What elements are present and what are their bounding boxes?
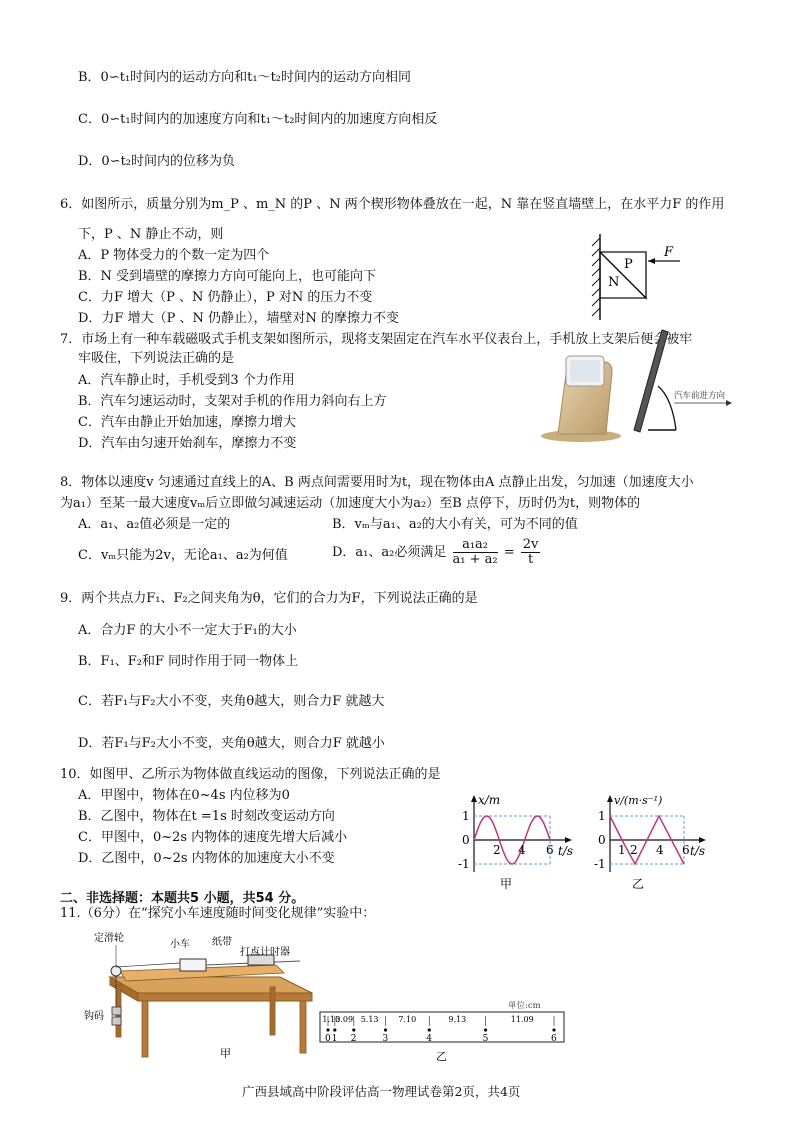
fraction-denominator: t <box>527 552 534 567</box>
q7-option-b: B．汽车匀速运动时，支架对手机的作用力斜向右上方 <box>78 394 387 409</box>
tape-point-label-5: 5 <box>482 1034 489 1044</box>
q10-option-b: B．乙图中，物体在t =1s 时刻改变运动方向 <box>78 809 335 824</box>
q9-option-c: C．若F₁与F₂大小不变，夹角θ越大，则合力F 就越大 <box>78 694 385 709</box>
section-2-heading: 二、非选择题：本题共5 小题，共54 分。 <box>60 891 305 906</box>
q9-option-d: D．若F₁与F₂大小不变，夹角θ越大，则合力F 就越小 <box>78 736 385 751</box>
q8-option-b: B．vₘ与a₁、a₂的大小有关，可为不同的值 <box>332 517 578 532</box>
label-cart: 小车 <box>170 939 190 950</box>
tape-point-label-6: 6 <box>551 1034 557 1044</box>
q7-option-a: A．汽车静止时，手机受到3 个力作用 <box>78 373 295 388</box>
graph-jia-ytick-1: 1 <box>462 809 470 823</box>
tape-distance-4: 9.13 <box>448 1015 467 1024</box>
tape-point-label-0: 0 <box>325 1034 331 1044</box>
q5-option-b: B．0∽t₁时间内的运动方向和t₁～t₂时间内的运动方向相同 <box>78 70 412 85</box>
q9-option-a: A．合力F 的大小不一定大于F₁的大小 <box>78 623 297 638</box>
q6-wedge-figure <box>584 232 694 322</box>
tape-distance-2: 5.13 <box>360 1015 379 1024</box>
graph-yi-v-t <box>584 792 719 892</box>
graph-yi-xtick-4: 4 <box>656 843 664 857</box>
q8-fraction-right <box>521 538 541 567</box>
tape-distance-5: 11.09 <box>510 1015 534 1024</box>
graph-jia-caption: 甲 <box>500 877 513 891</box>
q6-option-c: C．力F 增大（P 、N 仍静止），P 对N 的压力不变 <box>78 290 373 305</box>
q8-option-d <box>332 538 542 567</box>
q9-stem: 9．两个共点力F₁、F₂之间夹角为θ，它们的合力为F，下列说法正确的是 <box>60 591 478 606</box>
graph-yi-ylabel: v/(m·s⁻¹) <box>614 794 663 807</box>
q6-option-a: A．P 物体受力的个数一定为四个 <box>78 248 270 263</box>
label-tape: 纸带 <box>212 937 232 948</box>
q8-option-c: C．vₘ只能为2v，无论a₁、a₂为何值 <box>78 548 288 563</box>
q9-option-b: B．F₁、F₂和F 同时作用于同一物体上 <box>78 654 299 669</box>
q10-option-d: D．乙图中，0~2s 内物体的加速度大小不变 <box>78 851 335 866</box>
q7-phone-holder-photo <box>536 354 626 444</box>
graph-yi-xtick-6: 6 <box>682 843 690 857</box>
graph-yi-origin: 0 <box>598 833 606 847</box>
fig-label-p: P <box>624 257 633 272</box>
q5-option-d: D．0∽t₂时间内的位移为负 <box>78 154 236 169</box>
q7-stem-line2: 牢吸住，下列说法正确的是 <box>78 351 235 366</box>
q5-option-c: C．0∽t₁时间内的加速度方向和t₁～t₂时间内的加速度方向相反 <box>78 112 438 127</box>
q10-option-a: A．甲图中，物体在0~4s 内位移为0 <box>78 788 290 803</box>
q6-option-b: B．N 受到墙壁的摩擦力方向可能向上，也可能向下 <box>78 269 377 284</box>
fig-label-f: F <box>664 245 674 260</box>
caption-jia: 甲 <box>220 1047 231 1060</box>
tape-point-5 <box>484 1028 487 1031</box>
q7-option-c: C．汽车由静止开始加速，摩擦力增大 <box>78 415 296 430</box>
tape-point-label-4: 4 <box>426 1034 433 1044</box>
tape-point-label-2: 2 <box>350 1034 357 1044</box>
graph-jia-xtick-2: 2 <box>493 843 501 857</box>
graph-yi-xtick-2: 2 <box>630 843 638 857</box>
equals-sign: = <box>503 545 515 560</box>
q10-option-c: C．甲图中，0~2s 内物体的速度先增大后减小 <box>78 830 348 845</box>
tape-distance-3: 7.10 <box>398 1015 417 1024</box>
tape-point-2 <box>352 1028 355 1031</box>
fig-label-n: N <box>608 275 620 290</box>
q6-stem-line2: 下，P 、N 静止不动，则 <box>78 227 224 242</box>
q11-stem: 11.（6分）在“探究小车速度随时间变化规律”实验中： <box>60 906 376 921</box>
direction-label: 汽车前进方向 <box>674 391 726 401</box>
graph-jia-xlabel: t/s <box>558 844 574 858</box>
tape-distance-0: 1.10 <box>322 1015 341 1024</box>
q11-tape-figure <box>316 998 570 1064</box>
q8-stem-line2: 为a₁）至某一最大速度vₘ后立即做匀减速运动（加速度大小为a₂）至B 点停下，历时仍为t，则物体的 <box>60 496 641 511</box>
graph-yi-xtick-1: 1 <box>618 843 626 857</box>
graph-jia-xtick-6: 6 <box>546 843 554 857</box>
q6-option-d: D．力F 增大（P 、N 仍静止），墙壁对N 的摩擦力不变 <box>78 311 399 326</box>
q8-fraction-left <box>453 538 498 567</box>
graph-jia-ylabel: x/m <box>478 793 501 807</box>
tape-point-label-1: 1 <box>331 1034 338 1044</box>
q8-option-d-text: D．a₁、a₂必须满足 <box>332 545 447 560</box>
q11-apparatus-figure <box>80 925 320 1065</box>
caption-yi: 乙 <box>436 1050 447 1063</box>
q10-stem: 10．如图甲、乙所示为物体做直线运动的图像，下列说法正确的是 <box>60 767 441 782</box>
tape-point-0 <box>326 1028 329 1031</box>
graph-yi-ytick-1: 1 <box>598 809 606 823</box>
tape-point-label-3: 3 <box>382 1034 389 1044</box>
graph-jia-ytick-neg1: -1 <box>458 857 470 871</box>
tape-distance-1: 3.09 <box>335 1015 354 1024</box>
label-weight: 钩码 <box>84 1011 104 1022</box>
graph-jia-x-t <box>448 792 583 892</box>
graph-jia-origin: 0 <box>462 833 470 847</box>
graph-yi-ytick-neg1: -1 <box>594 857 606 871</box>
graph-jia-xtick-4: 4 <box>518 843 526 857</box>
fraction-denominator: a₁ + a₂ <box>452 552 498 567</box>
tape-point-6 <box>552 1028 555 1031</box>
q8-stem-line1: 8．物体以速度v 匀速通过直线上的A、B 两点间需要用时为t，现在物体由A 点静止出发，匀加速（加速度大小 <box>60 475 694 490</box>
page-footer: 广西县域高中阶段评估高一物理试卷第2页，共4页 <box>242 1084 521 1099</box>
graph-yi-caption: 乙 <box>632 877 645 891</box>
tape-point-4 <box>428 1028 431 1031</box>
tape-unit-label: 单位:cm <box>508 1001 541 1011</box>
q8-option-a: A．a₁、a₂值必须是一定的 <box>78 517 231 532</box>
tape-point-3 <box>384 1028 387 1031</box>
fraction-numerator: 2v <box>522 537 539 552</box>
q6-stem-line1: 6．如图所示，质量分别为m_P 、m_N 的P 、N 两个楔形物体叠放在一起，N 靠在竖直墙壁上，在水平力F 的作用 <box>60 197 725 212</box>
graph-yi-xlabel: t/s <box>690 844 706 858</box>
tape-point-1 <box>333 1028 336 1031</box>
label-pulley: 定滑轮 <box>94 933 124 944</box>
q7-option-d: D．汽车由匀速开始刹车，摩擦力不变 <box>78 436 297 451</box>
label-timer: 打点计时器 <box>240 947 290 958</box>
q7-holder-diagram <box>628 328 738 438</box>
q7-stem-line1: 7．市场上有一种车载磁吸式手机支架如图所示，现将支架固定在汽车水平仪表台上，手机放上支架后便会被牢 <box>60 332 693 347</box>
fraction-numerator: a₁a₂ <box>453 538 498 553</box>
